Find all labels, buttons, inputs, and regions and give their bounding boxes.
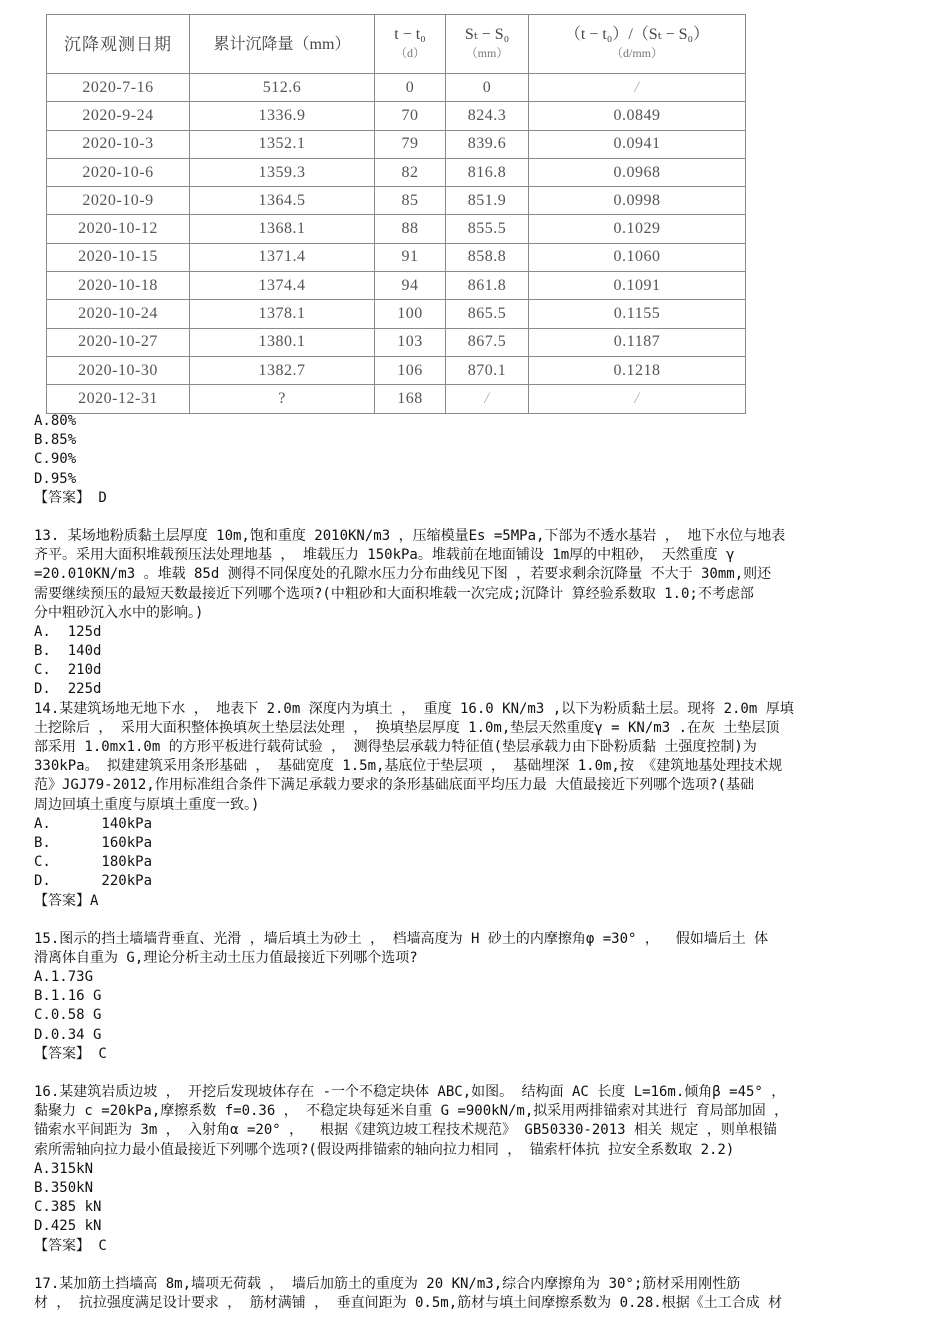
cell-cumulative-settlement: 1374.4 (190, 272, 375, 300)
option-c: C.90% (34, 451, 77, 468)
option-a: A. 140kPa (34, 815, 153, 832)
question-text-line: =20.010KN/m3 。堆载 85d 测得不同保度处的孔隙水压力分布曲线见下图 ，若要求剩余沉降量 不大于 30mm,则还 (34, 566, 772, 583)
option-a: A.1.73G (34, 969, 94, 986)
cell-settlement-diff: 824.3 (446, 102, 529, 130)
cell-elapsed-time: 94 (375, 272, 446, 300)
cell-cumulative-settlement: ? (190, 385, 375, 413)
question-15 (34, 930, 904, 1064)
question-text-line: 17.某加筋土挡墙高 8m,墙项无荷载 ， 墙后加筋土的重度为 20 KN/m3,综合内摩擦角为 30°;筋材采用刚性筋 (34, 1275, 741, 1292)
cell-cumulative-settlement: 1380.1 (190, 328, 375, 356)
table-row (47, 130, 746, 158)
cell-cumulative-settlement: 1359.3 (190, 158, 375, 186)
cell-settlement-diff: 0 (446, 74, 529, 102)
cell-settlement-diff: 861.8 (446, 272, 529, 300)
cell-date: 2020-12-31 (47, 385, 190, 413)
question-12-block (34, 412, 904, 1313)
answer: 【答案】A (34, 892, 99, 909)
cell-settlement-diff: 816.8 (446, 158, 529, 186)
cell-ratio: 0.1155 (529, 300, 746, 328)
question-text-line: 15.图示的挡土墙墙背垂直、光滑 ，墙后填土为砂土 ， 档墙高度为 H 砂土的内摩擦角φ =30° ， 假如墙后土 体 (34, 930, 769, 947)
cell-elapsed-time: 70 (375, 102, 446, 130)
question-text-line: 分中粗砂沉入水中的影响。) (34, 604, 204, 621)
cell-cumulative-settlement: 1364.5 (190, 187, 375, 215)
option-d: D. 220kPa (34, 873, 153, 890)
cell-date: 2020-10-6 (47, 158, 190, 186)
question-text-line: 16.某建筑岩质边坡 ， 开挖后发现坡体存在 -一个不稳定块体 ABC,如图。 结构面 AC 长度 L=16m.倾角β =45° ， (34, 1084, 786, 1100)
table-row (47, 158, 746, 186)
cell-ratio: / (529, 385, 746, 413)
table-row (47, 187, 746, 215)
cell-date: 2020-10-3 (47, 130, 190, 158)
cell-date: 2020-7-16 (47, 74, 190, 102)
cell-ratio: 0.0849 (529, 102, 746, 130)
answer: 【答案】 C (34, 1237, 107, 1254)
question-text-line: 需要继续预压的最短天数最接近下列哪个选项?(中粗砂和大面积堆载一次完成;沉降计 算经验系数取 1.0;不考虑部 (34, 585, 754, 602)
cell-date: 2020-10-24 (47, 300, 190, 328)
option-c: C. 210d (34, 662, 102, 679)
option-d: D.95% (34, 470, 77, 487)
cell-date: 2020-10-27 (47, 328, 190, 356)
cell-cumulative-settlement: 1371.4 (190, 243, 375, 271)
question-17 (34, 1275, 904, 1313)
cell-elapsed-time: 103 (375, 328, 446, 356)
question-text-line: 齐平。采用大面积堆载预压法处理地基 ， 堆载压力 150kPa。堆载前在地面铺设 1m厚的中粗砂， 天然重度 γ (34, 547, 735, 564)
question-text-line: 13. 某场地粉质黏土层厚度 10m,饱和重度 2010KN/m3 ，压缩模量Es =5MPa,下部为不透水基岩 ， 地下水位与地表 (34, 527, 786, 544)
question-text-line: 部采用 1.0mx1.0m 的方形平板进行载荷试验 ， 测得垫层承载力特征值(垫层承载力由下卧粉质黏 土强度控制)为 (34, 739, 757, 755)
cell-cumulative-settlement: 1368.1 (190, 215, 375, 243)
cell-settlement-diff: 867.5 (446, 328, 529, 356)
question-text-line: 周边回填土重度与原填土重度一致。) (34, 796, 260, 813)
cell-ratio: 0.0998 (529, 187, 746, 215)
table-row (47, 74, 746, 102)
header-elapsed-time: t − t₀ （d） (375, 15, 446, 74)
option-c: C.385 kN (34, 1199, 102, 1216)
table-header-row (47, 15, 746, 74)
cell-ratio: 0.1060 (529, 243, 746, 271)
question-text-line: 索所需轴向拉力最小值最接近下列哪个选项?(假设两排锚索的轴向拉力相同 ， 锚索杆体抗 拉安全系数取 2.2) (34, 1141, 735, 1158)
question-text-line: 锚索水平间距为 3m ， 入射角α =20° ， 根据《建筑边坡工程技术规范》 GB50330-2013 相关 规定 ，则单根锚 (34, 1122, 777, 1139)
cell-date: 2020-10-15 (47, 243, 190, 271)
header-date: 沉降观测日期 (47, 15, 190, 74)
answer: 【答案】 D (34, 489, 107, 506)
table-row (47, 215, 746, 243)
cell-ratio: 0.0968 (529, 158, 746, 186)
question-text-line: 14.某建筑场地无地下水 ， 地表下 2.0m 深度内为填土 ， 重度 16.0 KN/m3 ,以下为粉质黏土层。现将 2.0m 厚填 (34, 700, 794, 717)
option-b: B.350kN (34, 1179, 94, 1196)
cell-cumulative-settlement: 512.6 (190, 74, 375, 102)
cell-settlement-diff: 870.1 (446, 356, 529, 384)
option-b: B.85% (34, 432, 77, 449)
cell-ratio: / (529, 74, 746, 102)
cell-elapsed-time: 100 (375, 300, 446, 328)
question-text-line: 土挖除后 ， 采用大面积整体换填灰土垫层法处理 ， 换填垫层厚度 1.0m,垫层天然重度γ = KN/m3 .在灰 土垫层顶 (34, 719, 780, 736)
option-a: A.80% (34, 413, 77, 429)
cell-cumulative-settlement: 1336.9 (190, 102, 375, 130)
cell-date: 2020-9-24 (47, 102, 190, 130)
question-text-line: 范》JGJ79-2012,作用标准组合条件下满足承载力要求的条形基础底面平均压力最 大值最接近下列哪个选项?(基础 (34, 777, 754, 794)
cell-date: 2020-10-12 (47, 215, 190, 243)
cell-date: 2020-10-9 (47, 187, 190, 215)
cell-settlement-diff: 865.5 (446, 300, 529, 328)
table-row (47, 243, 746, 271)
question-text-line: 330kPa。 拟建建筑采用条形基础 ， 基础宽度 1.5m,基底位于垫层项 ， 基础埋深 1.0m,按 《建筑地基处理技术规 (34, 758, 783, 775)
table-row (47, 272, 746, 300)
table-row (47, 300, 746, 328)
question-13 (34, 527, 904, 700)
option-b: B. 140d (34, 643, 102, 660)
cell-cumulative-settlement: 1378.1 (190, 300, 375, 328)
cell-elapsed-time: 79 (375, 130, 446, 158)
table-row (47, 356, 746, 384)
cell-settlement-diff: / (446, 385, 529, 413)
settlement-table (46, 14, 746, 414)
cell-elapsed-time: 82 (375, 158, 446, 186)
cell-elapsed-time: 0 (375, 74, 446, 102)
answer: 【答案】 C (34, 1045, 107, 1062)
option-a: A. 125d (34, 623, 102, 640)
option-d: D.0.34 G (34, 1026, 102, 1043)
cell-ratio: 0.1218 (529, 356, 746, 384)
cell-ratio: 0.1091 (529, 272, 746, 300)
question-16 (34, 1083, 904, 1256)
cell-elapsed-time: 106 (375, 356, 446, 384)
table-row (47, 102, 746, 130)
option-c: C.0.58 G (34, 1007, 102, 1024)
header-ratio: （t − t₀）/（Sₜ − S₀） （d/mm） (529, 15, 746, 74)
question-text-line: 滑离体自重为 G,理论分析主动土压力值最接近下列哪个选项? (34, 949, 418, 966)
option-a: A.315kN (34, 1160, 94, 1177)
question-text-line: 黏聚力 c =20kPa,摩擦系数 f=0.36 ， 不稳定块每延米自重 G =900kN/m,拟采用两排锚索对其进行 育局部加固 ， (34, 1103, 789, 1120)
cell-settlement-diff: 855.5 (446, 215, 529, 243)
option-d: D. 225d (34, 681, 102, 698)
cell-date: 2020-10-18 (47, 272, 190, 300)
cell-settlement-diff: 858.8 (446, 243, 529, 271)
header-cumulative-settlement: 累计沉降量（mm） (190, 15, 375, 74)
question-14 (34, 700, 904, 911)
cell-elapsed-time: 168 (375, 385, 446, 413)
cell-elapsed-time: 91 (375, 243, 446, 271)
table-row (47, 328, 746, 356)
option-b: B. 160kPa (34, 834, 153, 851)
cell-cumulative-settlement: 1382.7 (190, 356, 375, 384)
cell-ratio: 0.1029 (529, 215, 746, 243)
header-settlement-diff: Sₜ − S₀ （mm） (446, 15, 529, 74)
option-c: C. 180kPa (34, 854, 153, 871)
cell-elapsed-time: 88 (375, 215, 446, 243)
question-text-line: 材 ， 抗拉强度满足设计要求 ， 筋材满铺 ， 垂直间距为 0.5m,筋材与填土间摩擦系数为 0.28.根据《土工合成 材 (34, 1294, 783, 1311)
cell-elapsed-time: 85 (375, 187, 446, 215)
option-d: D.425 kN (34, 1218, 102, 1235)
cell-settlement-diff: 851.9 (446, 187, 529, 215)
cell-cumulative-settlement: 1352.1 (190, 130, 375, 158)
cell-settlement-diff: 839.6 (446, 130, 529, 158)
cell-ratio: 0.0941 (529, 130, 746, 158)
option-b: B.1.16 G (34, 988, 102, 1005)
cell-date: 2020-10-30 (47, 356, 190, 384)
table-row (47, 385, 746, 413)
cell-ratio: 0.1187 (529, 328, 746, 356)
